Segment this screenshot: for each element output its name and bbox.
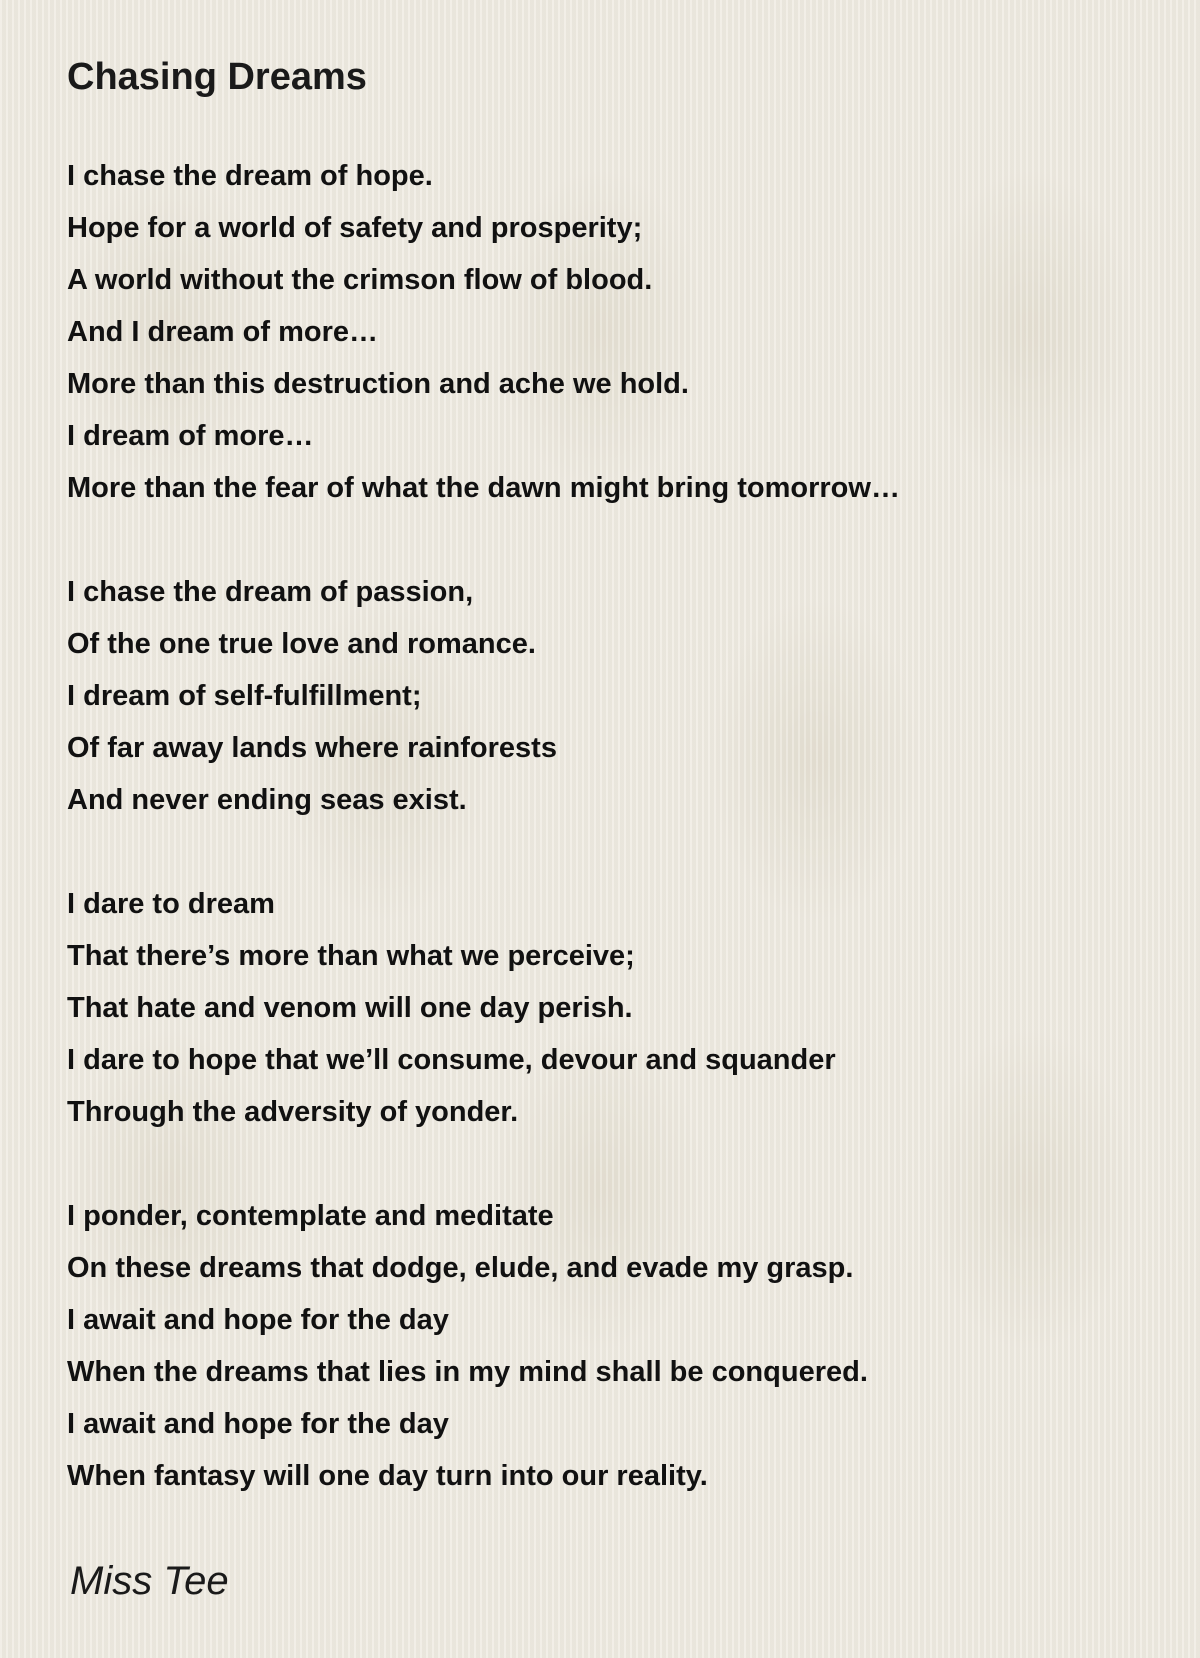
poem-line: Of far away lands where rainforests [67, 732, 557, 764]
stanza-2 [67, 566, 1147, 826]
poem-line: A world without the crimson flow of blood. [67, 264, 653, 296]
poem-line: I dream of more… [67, 420, 314, 452]
poem-line: More than this destruction and ache we hold. [67, 368, 689, 400]
stanza-3 [67, 878, 1147, 1138]
stanza-4 [67, 1190, 1147, 1502]
poem-line: I dream of self-fulfillment; [67, 680, 422, 712]
poem-line: Of the one true love and romance. [67, 628, 536, 660]
poem-line: I ponder, contemplate and meditate [67, 1200, 554, 1232]
poem-line: I chase the dream of passion, [67, 576, 474, 608]
poem-author: Miss Tee [70, 1559, 229, 1603]
poem-line: When fantasy will one day turn into our reality. [67, 1460, 708, 1492]
poem-line: On these dreams that dodge, elude, and evade my grasp. [67, 1252, 854, 1284]
poem-line: I chase the dream of hope. [67, 160, 433, 192]
poem-line: When the dreams that lies in my mind shall be conquered. [67, 1356, 868, 1388]
poem-line: That hate and venom will one day perish. [67, 992, 633, 1024]
poem-line: I dare to dream [67, 888, 275, 920]
poem-line: Hope for a world of safety and prosperity; [67, 212, 643, 244]
stanza-1 [67, 150, 1147, 514]
poem-body [67, 150, 1147, 1554]
poem-line: I await and hope for the day [67, 1304, 449, 1336]
poem-line: Through the adversity of yonder. [67, 1096, 519, 1128]
poem-line: I dare to hope that we’ll consume, devour and squander [67, 1044, 836, 1076]
poem-line: I await and hope for the day [67, 1408, 449, 1440]
poem-line: That there’s more than what we perceive; [67, 940, 635, 972]
poem-line: And never ending seas exist. [67, 784, 467, 816]
poem-line: More than the fear of what the dawn might bring tomorrow… [67, 472, 900, 504]
poem-title: Chasing Dreams [67, 56, 367, 98]
poem-line: And I dream of more… [67, 316, 378, 348]
